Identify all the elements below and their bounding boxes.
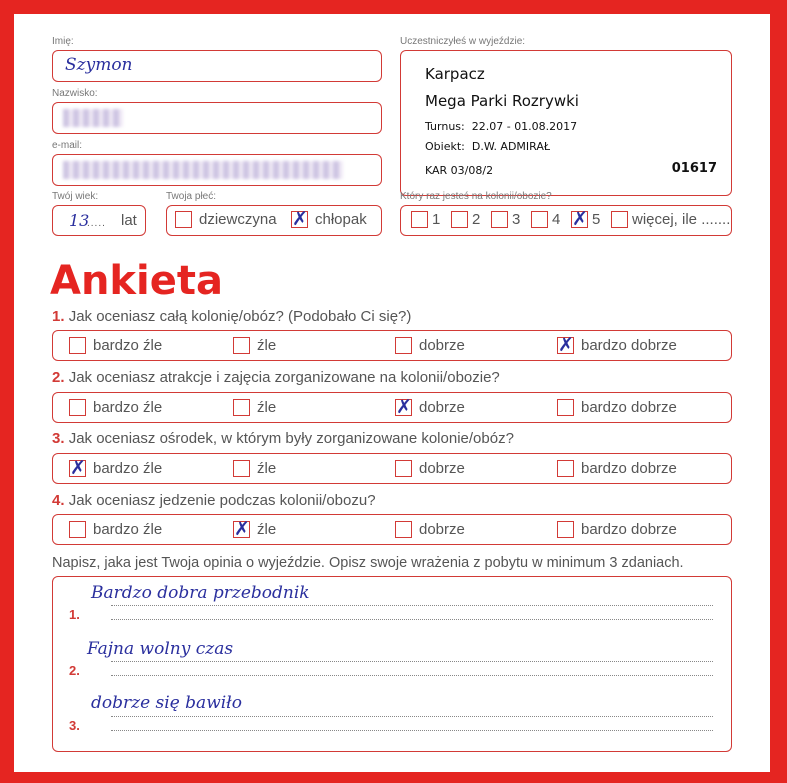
q1-checkbox-4[interactable] (557, 337, 574, 354)
q4-option-label-4: bardzo dobrze (581, 521, 677, 538)
email-field[interactable] (52, 154, 382, 186)
times-option-more[interactable] (611, 211, 730, 228)
option-girl-label: dziewczyna (199, 211, 277, 228)
q3-option-label-1: bardzo źle (93, 460, 163, 477)
trip-number: 01617 (671, 161, 717, 176)
survey-sheet (14, 14, 770, 772)
q4-checkbox-4[interactable] (557, 521, 574, 538)
q2-checkbox-3[interactable] (395, 399, 412, 416)
surname-label: Nazwisko: (52, 88, 98, 99)
q1-option-2[interactable] (233, 337, 276, 354)
q1-option-label-1: bardzo źle (93, 337, 163, 354)
email-label: e-mail: (52, 140, 83, 151)
question-4 (52, 492, 376, 509)
q2-option-label-2: źle (257, 399, 277, 416)
q2-option-label-1: bardzo źle (93, 399, 163, 416)
age-unit: lat (121, 212, 137, 229)
times-option-4[interactable]: 4 (531, 211, 560, 228)
answer-row-2 (52, 392, 732, 423)
checkbox-times-3[interactable] (491, 211, 508, 228)
trip-place: Karpacz (425, 65, 485, 83)
opinion-field[interactable] (52, 576, 732, 752)
option-girl[interactable] (175, 211, 277, 228)
opinion-answer-1: Bardzo dobra przebodnik (91, 583, 310, 603)
question-3-number: 3. (52, 430, 65, 447)
redacted-email (63, 161, 343, 179)
opinion-line-1 (111, 605, 713, 606)
q2-option-2[interactable] (233, 399, 276, 416)
q3-checkbox-4[interactable] (557, 460, 574, 477)
times-field (400, 205, 732, 236)
age-field[interactable] (52, 205, 146, 236)
opinion-line-1b (111, 619, 713, 620)
q4-option-1[interactable] (69, 521, 162, 538)
q3-option-label-3: dobrze (419, 460, 465, 477)
q3-option-2[interactable] (233, 460, 276, 477)
name-label: Imię: (52, 36, 74, 47)
question-2-number: 2. (52, 369, 65, 386)
q3-checkbox-3[interactable] (395, 460, 412, 477)
q4-option-2[interactable] (233, 521, 276, 538)
answer-row-1 (52, 330, 732, 361)
question-4-text: Jak oceniasz jedzenie podczas kolonii/obozu? (68, 492, 376, 509)
q3-checkbox-1[interactable] (69, 460, 86, 477)
q3-checkbox-2[interactable] (233, 460, 250, 477)
q1-checkbox-1[interactable] (69, 337, 86, 354)
trip-label: Uczestniczyłeś w wyjeździe: (400, 36, 526, 47)
q2-option-3[interactable] (395, 399, 465, 416)
name-field[interactable] (52, 50, 382, 82)
opinion-line-3b (111, 730, 713, 731)
age-value: 13 (69, 211, 90, 230)
q4-option-4[interactable] (557, 521, 677, 538)
name-value: Szymon (65, 55, 133, 75)
q4-checkbox-1[interactable] (69, 521, 86, 538)
gender-label: Twoja płeć: (166, 191, 217, 202)
trip-object-value: D.W. ADMIRAŁ (471, 140, 551, 153)
opinion-number-2: 2. (69, 663, 80, 678)
trip-term-label: Turnus: (425, 120, 465, 133)
q4-option-3[interactable] (395, 521, 465, 538)
q1-option-label-4: bardzo dobrze (581, 337, 677, 354)
question-1 (52, 308, 411, 325)
age-dots: ..... (87, 218, 106, 229)
q1-option-4[interactable] (557, 337, 677, 354)
question-1-number: 1. (52, 308, 65, 325)
opinion-answer-2: Fajna wolny czas (87, 639, 234, 659)
q4-checkbox-3[interactable] (395, 521, 412, 538)
q1-option-label-3: dobrze (419, 337, 465, 354)
q3-option-3[interactable] (395, 460, 465, 477)
opinion-line-3 (111, 716, 713, 717)
q2-option-label-4: bardzo dobrze (581, 399, 677, 416)
opinion-answer-3: dobrze się bawiło (91, 693, 242, 713)
answer-row-3 (52, 453, 732, 484)
question-4-number: 4. (52, 492, 65, 509)
opinion-line-2 (111, 661, 713, 662)
q1-option-label-2: źle (257, 337, 277, 354)
q2-checkbox-4[interactable] (557, 399, 574, 416)
trip-code: KAR 03/08/2 (425, 164, 494, 177)
trip-term (425, 120, 577, 133)
trip-object (425, 140, 550, 153)
q4-option-label-1: bardzo źle (93, 521, 163, 538)
trip-info-box (400, 50, 732, 196)
trip-term-value: 22.07 - 01.08.2017 (471, 120, 578, 133)
checkbox-times-more[interactable] (611, 211, 628, 228)
question-3-text: Jak oceniasz ośrodek, w którym były zorganizowane kolonie/obóz? (68, 430, 514, 447)
question-2 (52, 369, 500, 386)
checkbox-times-2[interactable] (451, 211, 468, 228)
option-boy[interactable] (291, 211, 367, 228)
opinion-number-3: 3. (69, 718, 80, 733)
q2-option-1[interactable] (69, 399, 162, 416)
question-2-text: Jak oceniasz atrakcje i zajęcia zorganizowane na kolonii/obozie? (68, 369, 500, 386)
q3-option-1[interactable] (69, 460, 162, 477)
checkbox-times-4[interactable] (531, 211, 548, 228)
question-1-text: Jak oceniasz całą kolonię/obóz? (Podobało Ci się?) (68, 308, 412, 325)
checkbox-times-5[interactable] (571, 211, 588, 228)
q2-option-4[interactable] (557, 399, 677, 416)
age-label: Twój wiek: (52, 191, 99, 202)
checkbox-girl[interactable] (175, 211, 192, 228)
opinion-prompt: Napisz, jaka jest Twoja opinia o wyjeździe. Opisz swoje wrażenia z pobytu w minimum 3 zdaniach. (52, 555, 684, 571)
checkbox-times-1[interactable] (411, 211, 428, 228)
q2-option-label-3: dobrze (419, 399, 465, 416)
gender-field (166, 205, 382, 236)
question-3 (52, 430, 514, 447)
opinion-number-1: 1. (69, 607, 80, 622)
trip-park: Mega Parki Rozrywki (425, 92, 579, 110)
times-more-label: więcej, ile ....... (632, 211, 731, 228)
times-label: Który raz jesteś na kolonii/obozie? (400, 191, 552, 202)
q3-option-label-4: bardzo dobrze (581, 460, 677, 477)
redacted-surname (63, 109, 123, 127)
times-option-3[interactable]: 3 (491, 211, 520, 228)
times-option-1[interactable]: 1 (411, 211, 440, 228)
q2-checkbox-2[interactable] (233, 399, 250, 416)
surname-field[interactable] (52, 102, 382, 134)
q2-checkbox-1[interactable] (69, 399, 86, 416)
q1-checkbox-2[interactable] (233, 337, 250, 354)
q4-option-label-3: dobrze (419, 521, 465, 538)
q1-checkbox-3[interactable] (395, 337, 412, 354)
survey-title: Ankieta (50, 258, 223, 304)
opinion-line-2b (111, 675, 713, 676)
q3-option-label-2: źle (257, 460, 277, 477)
q1-option-3[interactable] (395, 337, 465, 354)
times-option-2[interactable]: 2 (451, 211, 480, 228)
answer-row-4 (52, 514, 732, 545)
q3-option-4[interactable] (557, 460, 677, 477)
trip-object-label: Obiekt: (425, 140, 465, 153)
option-boy-label: chłopak (315, 211, 367, 228)
times-option-5[interactable]: ✗ 5 (571, 211, 600, 228)
q4-checkbox-2[interactable] (233, 521, 250, 538)
q1-option-1[interactable] (69, 337, 162, 354)
checkbox-boy[interactable] (291, 211, 308, 228)
q4-option-label-2: źle (257, 521, 277, 538)
